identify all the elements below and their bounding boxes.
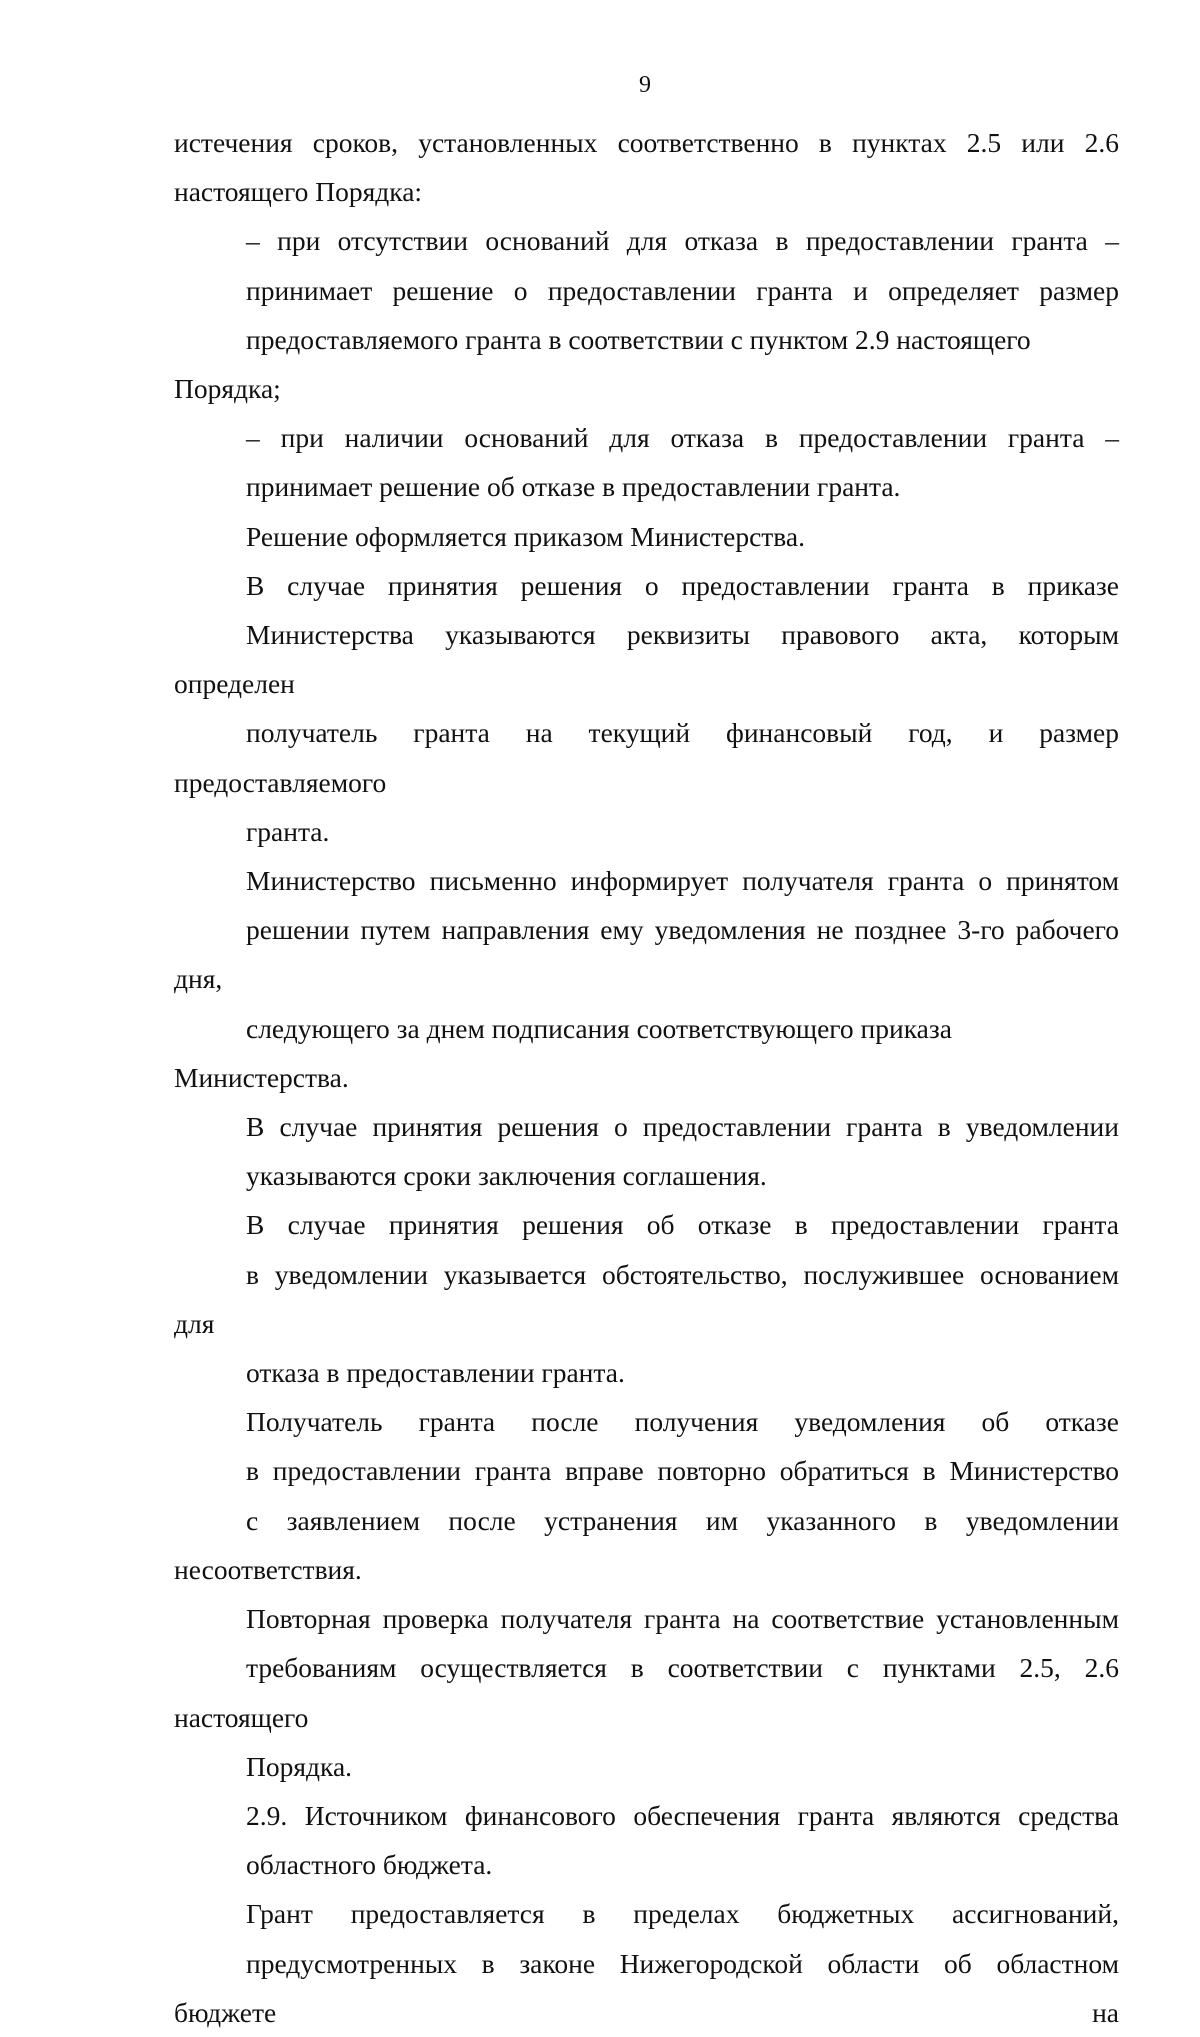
text-line: 2.9. Источником финансового обеспечения гранта являются средства: [246, 1799, 1119, 1831]
paragraph: [174, 512, 1119, 561]
text-line: принимает решение об отказе в предоставлении гранта.: [246, 471, 901, 503]
page-number: 9: [639, 72, 651, 98]
body-text: [174, 118, 1119, 2037]
paragraph: [174, 413, 1119, 511]
paragraph: [174, 118, 1119, 216]
text-line: В случае принятия решения о предоставлении гранта в приказе: [246, 569, 1119, 601]
paragraph: [174, 561, 1119, 856]
text-line: требованиям осуществляется в соответствии с пунктами 2.5, 2.6 настоящего: [174, 1652, 1119, 1733]
text-line: гранта.: [246, 815, 330, 847]
text-line: Повторная проверка получателя гранта на соответствие установленным: [246, 1603, 1119, 1635]
text-line: истечения сроков, установленных соответственно в пунктах 2.5 или 2.6: [174, 127, 1119, 158]
text-line: принимает решение о предоставлении гранта и определяет размер: [246, 274, 1119, 306]
text-line: Получатель гранта после получения уведомления об отказе: [246, 1406, 1119, 1438]
text-line: В случае принятия решения об отказе в предоставлении гранта: [246, 1209, 1119, 1241]
text-line: Порядка.: [246, 1750, 353, 1782]
paragraph: [174, 1397, 1119, 1791]
paragraph: [174, 856, 1119, 1102]
text-line: – при отсутствии оснований для отказа в предоставлении гранта –: [246, 225, 1119, 257]
paragraph: [174, 1200, 1119, 1397]
paragraph: [174, 216, 1119, 413]
text-line: Министерства указываются реквизиты правового акта, которым определен: [174, 619, 1119, 700]
text-line: следующего за днем подписания соответствующего приказа Министерства.: [174, 1012, 952, 1093]
paragraph: [174, 1102, 1119, 1200]
text-line: Грант предоставляется в пределах бюджетных ассигнований,: [246, 1898, 1119, 1930]
paragraph: [174, 1889, 1119, 2037]
text-line: решении путем направления ему уведомления не позднее 3-го рабочего дня,: [174, 914, 1119, 995]
text-line: предусмотренных в законе Нижегородской области об областном бюджете на: [174, 1947, 1119, 2028]
text-line: в уведомлении указывается обстоятельство, послужившее основанием для: [174, 1258, 1119, 1339]
text-line: получатель гранта на текущий финансовый год, и размер предоставляемого: [174, 717, 1119, 798]
paragraph: [174, 1791, 1119, 1889]
text-line: Министерство письменно информирует получателя гранта о принятом: [246, 865, 1119, 897]
text-line: предоставляемого гранта в соответствии с пунктом 2.9 настоящего Порядка;: [174, 323, 1031, 405]
text-line: указываются сроки заключения соглашения.: [246, 1160, 767, 1192]
text-line: Решение оформляется приказом Министерства.: [246, 520, 805, 552]
text-line: областного бюджета.: [246, 1849, 493, 1881]
text-line: настоящего Порядка:: [174, 176, 423, 208]
text-line: с заявлением после устранения им указанного в уведомлении несоответствия.: [174, 1504, 1119, 1585]
text-line: В случае принятия решения о предоставлении гранта в уведомлении: [246, 1111, 1119, 1143]
text-line: отказа в предоставлении гранта.: [246, 1357, 625, 1389]
text-line: – при наличии оснований для отказа в предоставлении гранта –: [246, 422, 1119, 454]
text-line: в предоставлении гранта вправе повторно обратиться в Министерство: [246, 1455, 1119, 1487]
